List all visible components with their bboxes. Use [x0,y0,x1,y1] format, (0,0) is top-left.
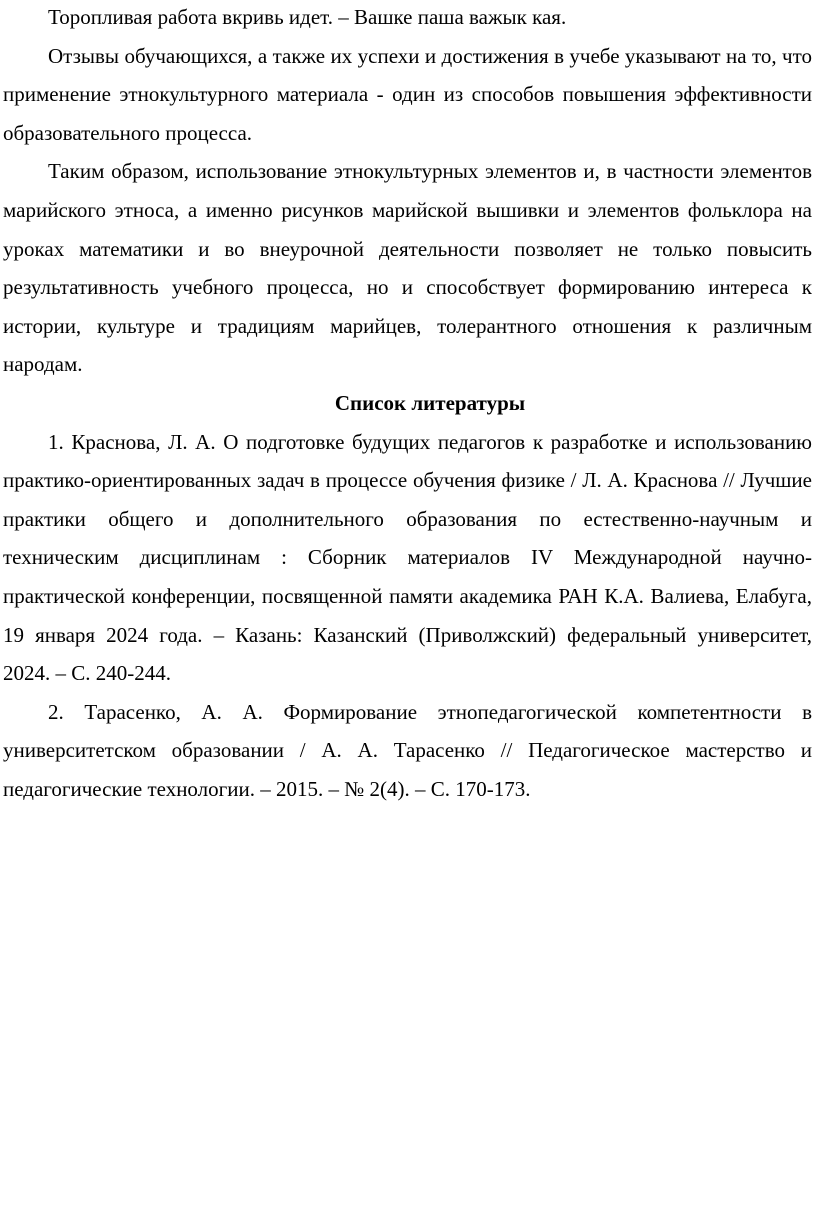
references-heading: Список литературы [334,390,526,415]
paragraph-conclusion: Таким образом, использование этнокультурных элементов и, в частности элементов марийского этноса, а именно рисунков марийской вышивки и элементов фольклора на уроках математики и во внеурочной деятельности позволяет не только повысить результативность учебного процесса, но и способствует формированию интереса к истории, культуре и традициям марийцев, толерантного отношения к различным народам. [3,159,812,377]
reference-item-1: 1. Краснова, Л. А. О подготовке будущих педагогов к разработке и использованию практико-ориентированных задач в процессе обучения физике / Л. А. Краснова // Лучшие практики общего и дополнительного образования по естественно-научным и техническим дисциплинам : Сборник материалов IV Международной научно-практической конференции, посвященной памяти академика РАН К.А. Валиева, Елабуга, 19 января 2024 года. – Казань: Казанский (Приволжский) федеральный университет, 2024. – С. 240-244. [3,429,812,686]
paragraph-proverb: Торопливая работа вкривь идет. – Вашке паша важык кая. [48,5,567,29]
document-page [3,0,812,808]
reference-item-2: 2. Тарасенко, А. А. Формирование этнопедагогической компетентности в университетском образовании / А. А. Тарасенко // Педагогическое мастерство и педагогические технологии. – 2015. – № 2(4). – С. 170-173. [3,699,812,801]
paragraph-feedback: Отзывы обучающихся, а также их успехи и достижения в учебе указывают на то, что применение этнокультурного материала - один из способов повышения эффективности образовательного процесса. [3,43,812,145]
